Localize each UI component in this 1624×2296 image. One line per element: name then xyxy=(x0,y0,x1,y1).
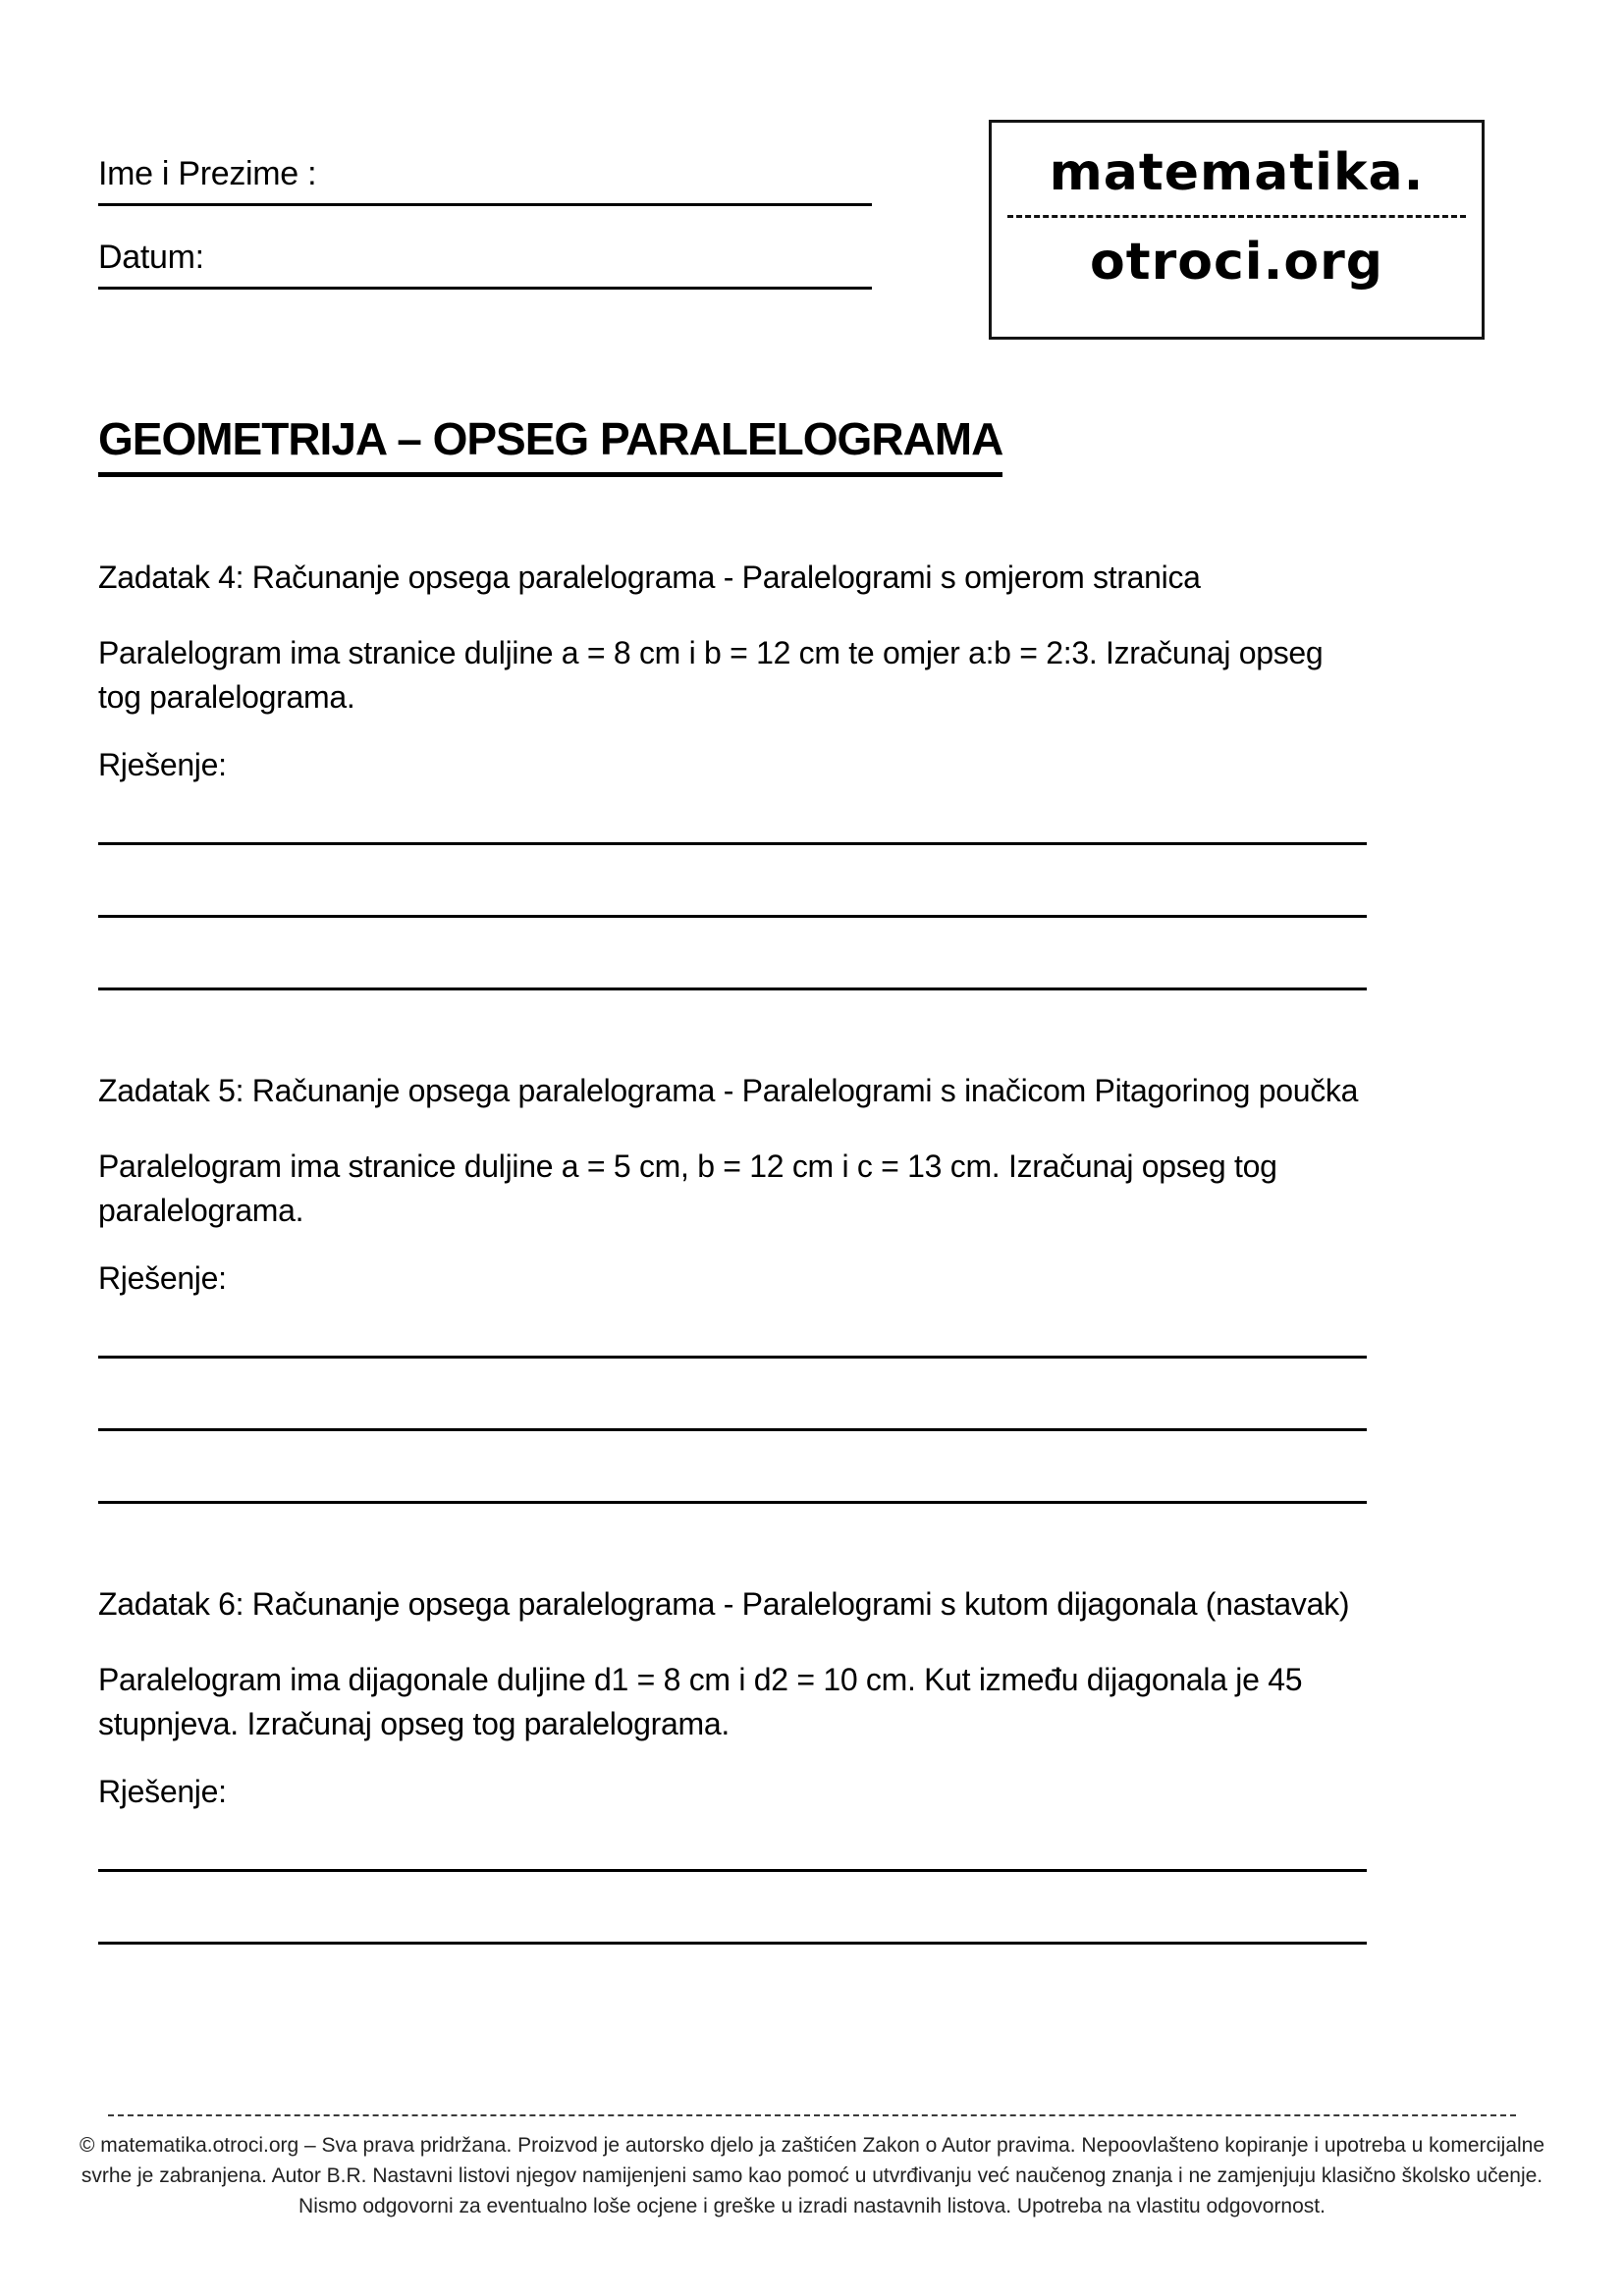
date-label: Datum: xyxy=(98,239,204,276)
task-body-line: Paralelogram ima dijagonale duljine d1 = 8 cm i d2 = 10 cm. Kut između dijagonala je 45 xyxy=(98,1662,1303,1697)
answer-line xyxy=(98,915,1367,918)
date-field xyxy=(98,239,872,290)
name-label: Ime i Prezime : xyxy=(98,155,317,192)
task-section-5 xyxy=(98,1073,1526,1504)
task-body xyxy=(98,631,1526,720)
task-body-line: Paralelogram ima stranice duljine a = 5 cm, b = 12 cm i c = 13 cm. Izračunaj opseg tog xyxy=(98,1148,1277,1184)
student-fields xyxy=(98,120,884,290)
solution-label: Rješenje: xyxy=(98,1774,227,1809)
answer-line xyxy=(98,1869,1367,1872)
answer-line xyxy=(98,988,1367,990)
footer xyxy=(0,2114,1624,2221)
page-title: GEOMETRIJA – OPSEG PARALELOGRAMA xyxy=(98,412,1002,477)
task-body-line: stupnjeva. Izračunaj opseg tog paralelograma. xyxy=(98,1706,730,1741)
name-field xyxy=(98,155,872,206)
footer-divider xyxy=(108,2114,1516,2116)
solution-label: Rješenje: xyxy=(98,1260,227,1296)
task-heading: Zadatak 4: Računanje opsega paralelograma - Paralelogrami s omjerom stranica xyxy=(98,560,1201,595)
answer-line xyxy=(98,1501,1367,1504)
task-heading: Zadatak 5: Računanje opsega paralelograma - Paralelogrami s inačicom Pitagorinog poučka xyxy=(98,1073,1359,1108)
task-body xyxy=(98,1145,1526,1233)
logo-divider xyxy=(1007,215,1466,218)
task-heading: Zadatak 6: Računanje opsega paralelograma - Paralelogrami s kutom dijagonala (nastavak) xyxy=(98,1586,1350,1622)
answer-line xyxy=(98,842,1367,845)
footer-line: svrhe je zabranjena. Autor B.R. Nastavni listovi njegov namijenjeni samo kao pomoć u utvrđivanju već naučenog znanja i ne zamjenjuju klasično školsko učenje. xyxy=(81,2164,1543,2187)
logo-line-2: otroci.org xyxy=(1090,233,1383,292)
logo-line-1: matematika. xyxy=(1049,143,1425,202)
task-section-4 xyxy=(98,560,1526,990)
answer-line xyxy=(98,1428,1367,1431)
solution-label: Rješenje: xyxy=(98,747,227,782)
task-body-line: Paralelogram ima stranice duljine a = 8 cm i b = 12 cm te omjer a:b = 2:3. Izračunaj opseg xyxy=(98,635,1324,670)
task-body xyxy=(98,1658,1526,1746)
answer-line xyxy=(98,1942,1367,1945)
header xyxy=(98,0,1526,340)
logo-box xyxy=(989,120,1485,340)
footer-line: © matematika.otroci.org – Sva prava pridržana. Proizvod je autorsko djelo ja zaštićen Zakon o Autor pravima. Nepoovlašteno kopiranje i upotreba u komercijalne xyxy=(79,2134,1545,2157)
task-body-line: tog paralelograma. xyxy=(98,679,355,715)
answer-line xyxy=(98,1356,1367,1359)
task-body-line: paralelograma. xyxy=(98,1193,304,1228)
footer-line: Nismo odgovorni za eventualno loše ocjene i greške u izradi nastavnih listova. Upotreba na vlastitu odgovornost. xyxy=(298,2195,1326,2217)
task-section-6 xyxy=(98,1586,1526,1945)
